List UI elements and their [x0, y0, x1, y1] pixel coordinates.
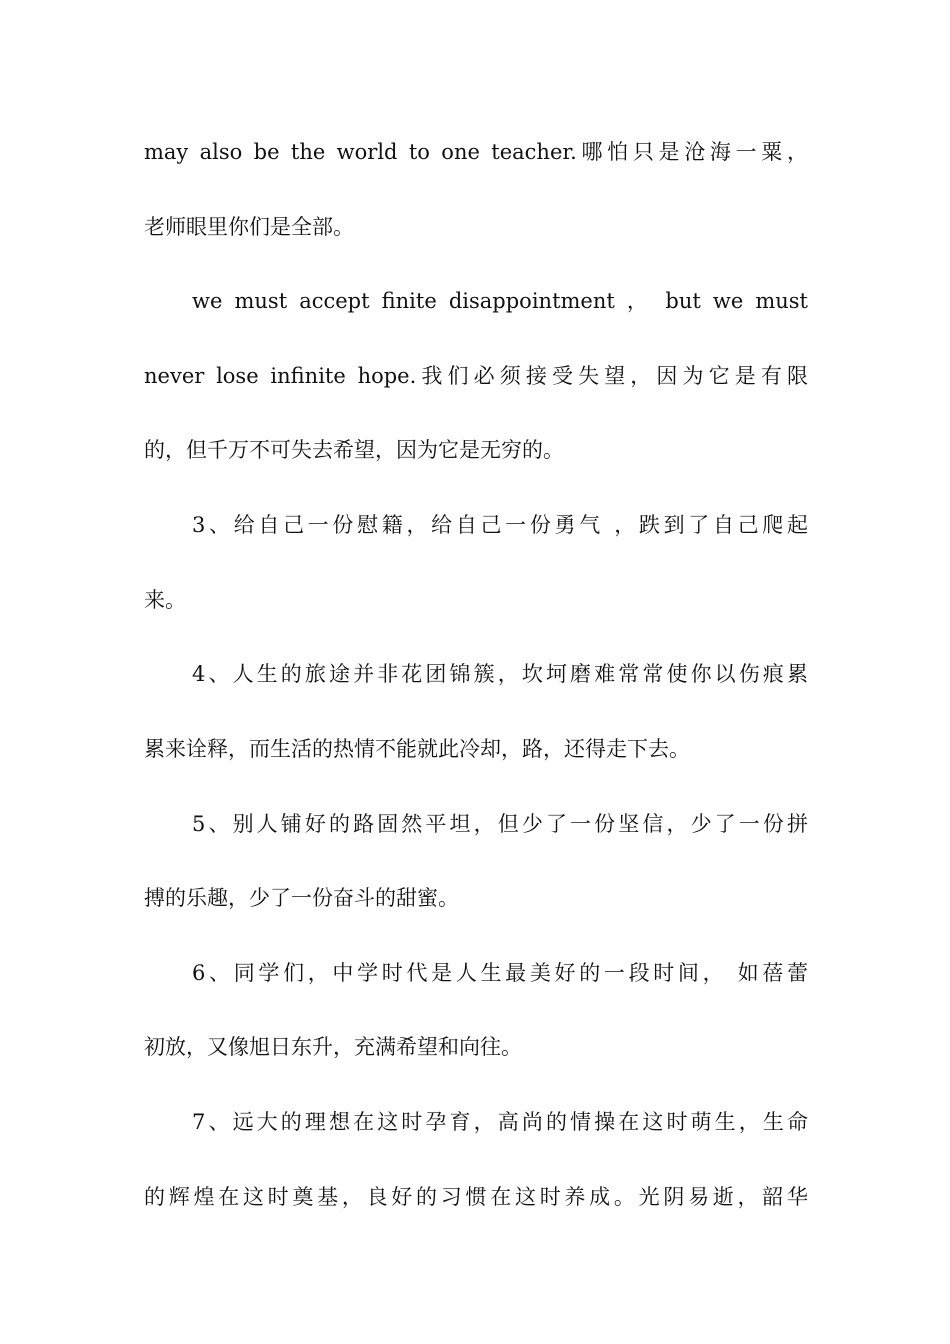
paragraph-line: we must accept finite disappointment ， but we must [192, 289, 808, 313]
paragraph-line: 7、远大的理想在这时孕育，高尚的情操在这时萌生，生命 [192, 1110, 808, 1134]
paragraph-line: 6、同学们，中学时代是人生最美好的一段时间， 如蓓蕾 [192, 961, 808, 985]
paragraph-line: 累来诠释，而生活的热情不能就此冷却，路，还得走下去。 [144, 737, 690, 761]
paragraph-line: 的辉煌在这时奠基，良好的习惯在这时养成。光阴易逝，韶华 [144, 1185, 808, 1209]
paragraph-line: 3、给自己一份慰籍，给自己一份勇气 ，跌到了自己爬起 [192, 513, 808, 537]
paragraph-line: 初放，又像旭日东升，充满希望和向往。 [144, 1035, 522, 1059]
paragraph-line: 老师眼里你们是全部。 [144, 215, 354, 239]
paragraph-line: 来。 [144, 588, 186, 612]
paragraph-line: never lose infinite hope.我们必须接受失望，因为它是有限 [144, 364, 808, 388]
paragraph-line: 4、人生的旅途并非花团锦簇，坎坷磨难常常使你以伤痕累 [192, 662, 808, 686]
paragraph-line: 5、别人铺好的路固然平坦，但少了一份坚信，少了一份拼 [192, 812, 808, 836]
paragraph-line: 的，但千万不可失去希望，因为它是无穷的。 [144, 438, 564, 462]
paragraph-line: 搏的乐趣，少了一份奋斗的甜蜜。 [144, 886, 459, 910]
paragraph-line: may also be the world to one teacher.哪怕只是沧海一粟， [144, 140, 808, 164]
